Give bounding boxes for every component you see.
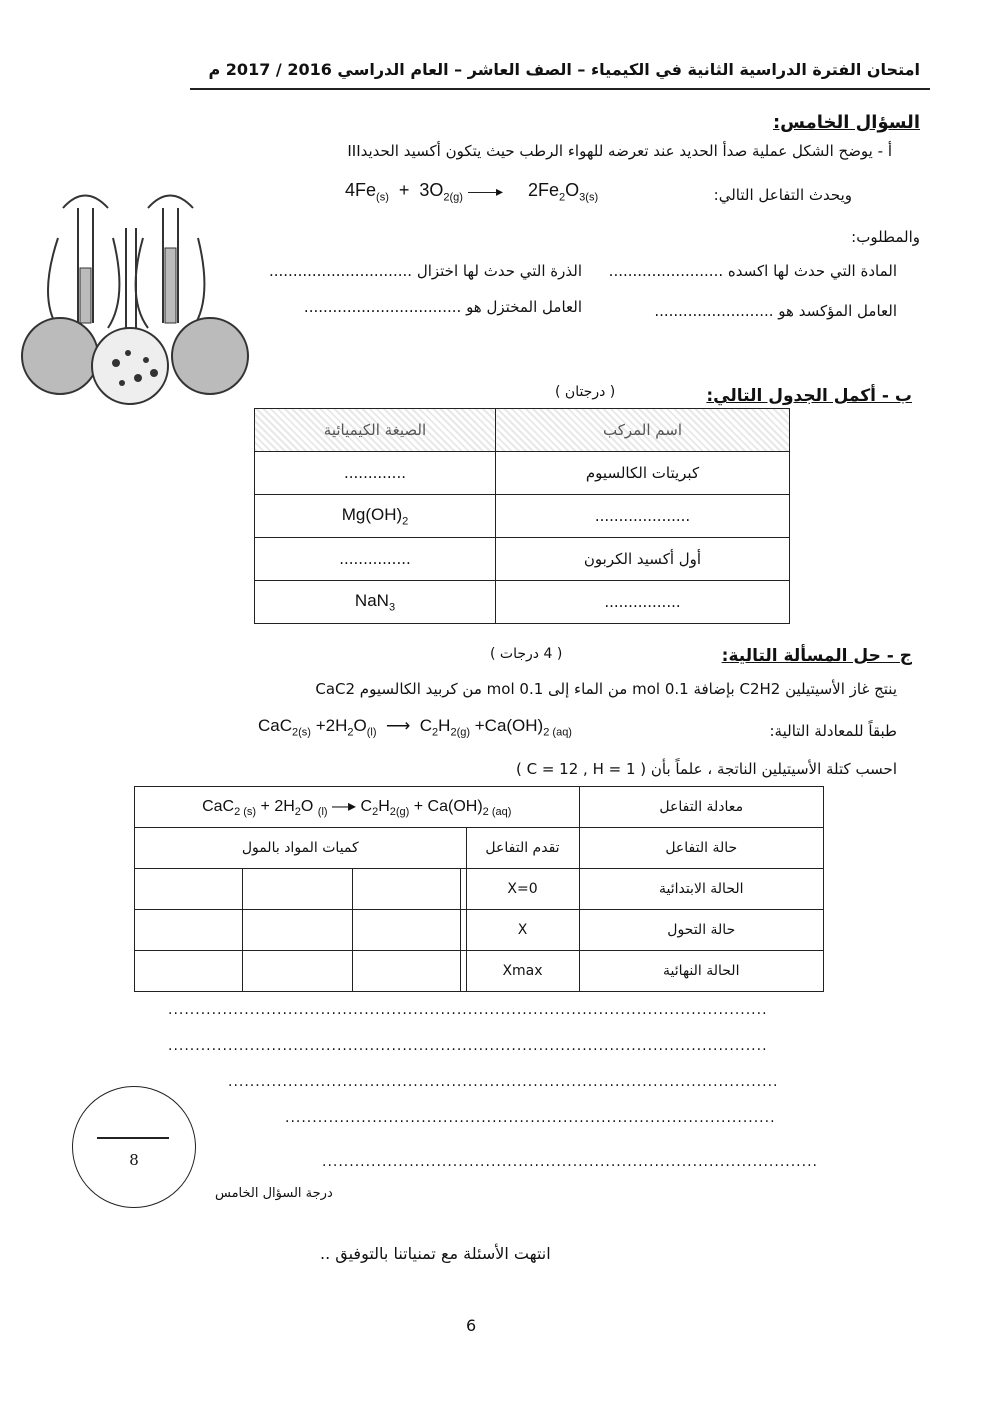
state-cell: الحالة الابتدائية xyxy=(579,869,824,910)
item-1-blank[interactable]: ........................ xyxy=(608,262,724,280)
answer-line[interactable]: .............................................................................................................. xyxy=(168,1002,768,1018)
header-formula: الصيغة الكيميائية xyxy=(255,409,496,452)
answer-line[interactable]: .......................................................................................... xyxy=(285,1110,776,1126)
part-c-text2: طبقاً للمعادلة التالية: xyxy=(769,722,897,740)
rust-experiment-figure xyxy=(18,178,250,410)
grade-label: درجة السؤال الخامس xyxy=(215,1186,333,1201)
amount-cell[interactable] xyxy=(135,869,243,910)
part-c-points: ( 4 درجات ) xyxy=(490,646,563,662)
grade-line xyxy=(97,1137,169,1139)
equation-row xyxy=(135,787,824,828)
equation-label-cell: معادلة التفاعل xyxy=(579,787,824,828)
state-cell: حالة التحول xyxy=(579,910,824,951)
answer-line[interactable]: ........................................................................................... xyxy=(322,1154,818,1170)
compounds-table xyxy=(254,408,790,624)
part-a-label: أ - xyxy=(877,142,892,160)
part-a-intro xyxy=(132,142,892,160)
page-number: 6 xyxy=(466,1316,477,1335)
progress-cell: Xmax xyxy=(466,951,579,992)
answer-line[interactable]: ..................................................................................................... xyxy=(228,1074,779,1090)
item-3-blank[interactable]: ......................... xyxy=(654,302,774,320)
formula-cell[interactable]: ............... xyxy=(255,538,496,581)
grade-circle xyxy=(72,1086,196,1208)
grade-max: 8 xyxy=(129,1151,139,1169)
amount-cell[interactable] xyxy=(135,910,243,951)
reaction-lead: ويحدث التفاعل التالي: xyxy=(713,186,852,204)
table-row xyxy=(135,951,824,992)
item-3-text: العامل المؤكسد هو xyxy=(778,302,897,320)
amount-cell[interactable] xyxy=(243,910,353,951)
amount-cell[interactable] xyxy=(243,869,353,910)
acetylene-equation: $CaC_{2(s)} +2H_2O_{(l)}$ ⟶ $C_2H_{2(g)} +Ca(OH)_{2 (aq)}$ xyxy=(258,716,572,739)
header-row xyxy=(135,828,824,869)
table-row xyxy=(135,910,824,951)
formula-cell: $Mg(OH)_2$ xyxy=(255,495,496,538)
required-item-1 xyxy=(587,262,897,280)
required-label: والمطلوب: xyxy=(851,228,920,246)
state-cell: الحالة النهائية xyxy=(579,951,824,992)
state-label-cell: حالة التفاعل xyxy=(579,828,824,869)
item-2-text: الذرة التي حدث لها اختزال xyxy=(416,262,582,280)
item-4-text: العامل المختزل هو xyxy=(466,298,582,316)
required-item-4 xyxy=(252,298,582,316)
amounts-label-cell: كميات المواد بالمول xyxy=(135,828,467,869)
table-row xyxy=(255,452,790,495)
progress-label-cell: تقدم التفاعل xyxy=(466,828,579,869)
amount-cell[interactable] xyxy=(135,951,243,992)
table-row xyxy=(255,495,790,538)
required-item-3 xyxy=(587,302,897,320)
amount-cell[interactable] xyxy=(353,951,461,992)
part-a-text: يوضح الشكل عملية صدأ الحديد عند تعرضه للهواء الرطب حيث يتكون أكسيد الحديدIII xyxy=(347,142,873,160)
required-item-2 xyxy=(252,262,582,280)
rust-equation: $4Fe_{(s)} + 3O_{2(g)}$ ——▸ $2Fe_2O_{3(s)}$ xyxy=(345,180,599,204)
header-rule xyxy=(190,88,930,90)
part-c-label: ج - حل المسألة التالية: xyxy=(721,646,912,666)
formula-cell[interactable]: ............. xyxy=(255,452,496,495)
page-header: امتحان الفترة الدراسية الثانية في الكيمياء – الصف العاشر – العام الدراسي 2016 / 2017 م xyxy=(208,60,920,79)
item-2-blank[interactable]: .............................. xyxy=(268,262,413,280)
table-header-row xyxy=(255,409,790,452)
amount-cell[interactable] xyxy=(353,869,461,910)
part-c-text3: احسب كتلة الأسيتيلين الناتجة ، علماً بأن ( C = 12 , H = 1 ) xyxy=(515,760,897,778)
name-cell: كبريتات الكالسيوم xyxy=(496,452,790,495)
end-message: انتهت الأسئلة مع تمنياتنا بالتوفيق .. xyxy=(320,1244,551,1263)
progress-cell: X xyxy=(466,910,579,951)
part-b-points: ( درجتان ) xyxy=(555,384,616,400)
table-row xyxy=(255,538,790,581)
name-cell: أول أكسيد الكربون xyxy=(496,538,790,581)
table-row xyxy=(135,869,824,910)
name-cell[interactable]: ................ xyxy=(496,581,790,624)
name-cell[interactable]: .................... xyxy=(496,495,790,538)
table-row xyxy=(255,581,790,624)
item-1-text: المادة التي حدث لها اكسده xyxy=(727,262,897,280)
answer-line[interactable]: .............................................................................................................. xyxy=(168,1038,768,1054)
part-b-label: ب - أكمل الجدول التالي: xyxy=(706,386,912,406)
progress-cell: X=0 xyxy=(466,869,579,910)
amount-cell[interactable] xyxy=(353,910,461,951)
equation-cell: $CaC_{2 (s)} + 2H_2O$ $_{(l)}$ —▸ $C_2H_{2(g)} + Ca(OH)_{2 (aq)}$ xyxy=(135,787,580,828)
progress-table xyxy=(134,786,824,992)
part-c-text1: ينتج غاز الأسيتيلين C2H2 بإضافة 0.1 mol من الماء إلى 0.1 mol من كربيد الكالسيوم CaC2 xyxy=(315,680,897,698)
amount-cell[interactable] xyxy=(243,951,353,992)
formula-cell: NaN$_3$ xyxy=(255,581,496,624)
header-name: اسم المركب xyxy=(496,409,790,452)
item-4-blank[interactable]: ................................. xyxy=(303,298,462,316)
question-title: السؤال الخامس: xyxy=(772,112,920,133)
